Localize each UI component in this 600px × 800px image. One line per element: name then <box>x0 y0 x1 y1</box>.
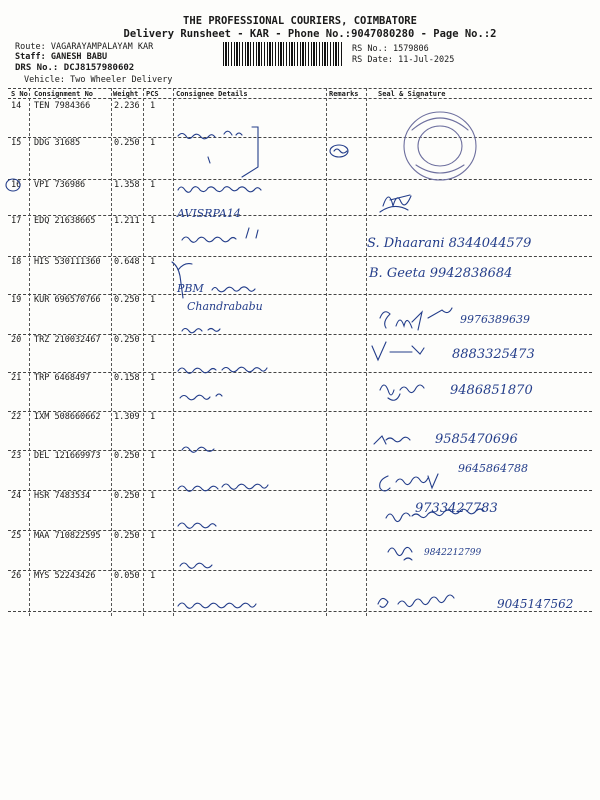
handwritten-consignee: Chandrababu <box>187 300 263 313</box>
consignee-scribble <box>178 484 268 491</box>
cell-consignment-no: DDG 31685 <box>34 138 81 148</box>
cell-sno: 24 <box>11 491 22 501</box>
signature-scribble <box>378 595 454 607</box>
staff-value: GANESH BABU <box>50 52 108 62</box>
cell-pcs: 1 <box>150 180 156 190</box>
cell-sno: 22 <box>11 412 22 422</box>
cell-weight: 0.250 <box>114 295 140 305</box>
col-header-remarks: Remarks <box>329 90 359 98</box>
cell-pcs: 1 <box>150 373 156 383</box>
consignee-scribble <box>212 287 255 292</box>
cell-sno: 16 <box>11 180 22 190</box>
col-header-weight: Weight <box>113 90 139 98</box>
cell-consignment-no: TRZ 210032467 <box>34 335 101 345</box>
col-header-consignment: Consignment No <box>34 90 94 98</box>
handwritten-signature: 9842212799 <box>424 548 482 558</box>
seal-stamp <box>404 112 476 180</box>
consignee-scribble <box>180 563 212 568</box>
consignee-scribble <box>180 394 222 400</box>
cell-weight: 0.158 <box>114 373 140 383</box>
rs-no-label: RS No.: <box>352 44 388 54</box>
sno-circle <box>6 179 20 191</box>
cell-weight: 1.211 <box>114 216 140 226</box>
col-header-consignee: Consignee Details <box>176 90 248 98</box>
page-subtitle: Delivery Runsheet - KAR - Phone No.:9047080280 - Page No.:2 <box>123 28 497 40</box>
cell-sno: 25 <box>11 531 22 541</box>
cell-weight: 1.358 <box>114 180 140 190</box>
col-header-pcs: PCS <box>146 90 159 98</box>
handwritten-signature: 9976389639 <box>460 313 530 326</box>
consignee-scribble <box>182 228 258 242</box>
cell-consignment-no: HIS 530111360 <box>34 257 101 267</box>
remarks-circle <box>330 145 348 157</box>
cell-consignment-no: MAA 710822595 <box>34 531 101 541</box>
route-value: VAGARAYAMPALAYAM KAR <box>50 42 154 52</box>
cell-weight: 0.250 <box>114 491 140 501</box>
cell-weight: 0.648 <box>114 257 140 267</box>
cell-consignment-no: TEN 7984366 <box>34 101 91 111</box>
rs-no-value: 1579806 <box>392 44 429 54</box>
signature-scribble <box>374 436 410 444</box>
cell-weight: 0.250 <box>114 335 140 345</box>
cell-pcs: 1 <box>150 335 156 345</box>
handwritten-signature: 9645864788 <box>458 462 528 475</box>
cell-sno: 17 <box>11 216 22 226</box>
col-header-seal: Seal & Signature <box>378 90 446 98</box>
cell-pcs: 1 <box>150 412 156 422</box>
cell-weight: 0.250 <box>114 138 140 148</box>
handwritten-signature: 8883325473 <box>452 347 535 362</box>
cell-pcs: 1 <box>150 571 156 581</box>
cell-pcs: 1 <box>150 216 156 226</box>
cell-pcs: 1 <box>150 101 156 111</box>
cell-pcs: 1 <box>150 451 156 461</box>
vehicle-label: Vehicle: <box>24 75 65 85</box>
cell-sno: 20 <box>11 335 22 345</box>
cell-weight: 1.309 <box>114 412 140 422</box>
cell-consignment-no: EDQ 21638665 <box>34 216 96 226</box>
consignee-scribble <box>178 523 216 528</box>
cell-sno: 15 <box>11 138 22 148</box>
cell-pcs: 1 <box>150 257 156 267</box>
cell-sno: 19 <box>11 295 22 305</box>
handwritten-signature: 9486851870 <box>450 383 533 398</box>
remarks-mark <box>334 149 347 153</box>
cell-consignment-no: KUR 696570766 <box>34 295 101 305</box>
cell-consignment-no: MYS 52243426 <box>34 571 96 581</box>
bracket-mark <box>242 127 258 177</box>
rs-date-label: RS Date: <box>352 55 393 65</box>
consignee-scribble <box>178 187 261 193</box>
cell-consignment-no: HSR 7483534 <box>34 491 91 501</box>
consignee-scribble <box>182 329 220 333</box>
cell-pcs: 1 <box>150 491 156 501</box>
cell-pcs: 1 <box>150 138 156 148</box>
cell-consignment-no: IXM 508660662 <box>34 412 101 422</box>
consignee-scribble <box>178 131 242 139</box>
cell-pcs: 1 <box>150 295 156 305</box>
cell-weight: 2.236 <box>114 101 140 111</box>
route-label: Route: <box>15 42 46 52</box>
cell-weight: 0.250 <box>114 451 140 461</box>
cell-sno: 23 <box>11 451 22 461</box>
handwritten-consignee: PBM <box>177 282 204 295</box>
signature-scribble <box>372 342 424 360</box>
cell-consignment-no: VPI 736986 <box>34 180 86 190</box>
signature-scribble <box>380 308 452 330</box>
consignee-scribble <box>178 603 256 608</box>
page-title: THE PROFESSIONAL COURIERS, COIMBATORE <box>183 15 417 27</box>
drs-value: DCJ8157980602 <box>63 63 135 73</box>
signature-scribble <box>388 547 412 560</box>
rs-date-value: 11-Jul-2025 <box>398 55 455 65</box>
signature-scribble <box>380 474 438 491</box>
cell-weight: 0.250 <box>114 531 140 541</box>
consignee-scribble <box>178 367 267 373</box>
cell-sno: 21 <box>11 373 22 383</box>
handwritten-signature: B. Geeta 9942838684 <box>369 266 513 281</box>
vehicle-value: Two Wheeler Delivery <box>70 75 173 85</box>
handwritten-signature: 9585470696 <box>435 432 518 447</box>
handwritten-signature: 9733427783 <box>415 501 498 516</box>
consignee-scribble <box>172 262 192 298</box>
consignee-scribble <box>182 447 214 452</box>
drs-label: DRS No.: <box>15 63 59 73</box>
handwritten-signature: 9045147562 <box>497 597 574 611</box>
cell-weight: 0.050 <box>114 571 140 581</box>
signature-scribble <box>380 385 424 400</box>
col-header-sno: S No <box>11 90 28 98</box>
cell-consignment-no: DEL 121669973 <box>34 451 101 461</box>
handwritten-consignee: AVISRPA14 <box>177 207 241 220</box>
handwritten-signature: S. Dhaarani 8344044579 <box>367 236 532 251</box>
cell-sno: 18 <box>11 257 22 267</box>
signature-scribble <box>380 195 411 212</box>
cell-sno: 26 <box>11 571 22 581</box>
cell-sno: 14 <box>11 101 22 111</box>
staff-label: Staff: <box>15 52 46 62</box>
signature-scribble <box>386 509 484 522</box>
seal-stamp-inner <box>418 126 462 166</box>
consignee-scribble <box>208 157 210 163</box>
cell-pcs: 1 <box>150 531 156 541</box>
cell-consignment-no: TRP 6468497 <box>34 373 91 383</box>
